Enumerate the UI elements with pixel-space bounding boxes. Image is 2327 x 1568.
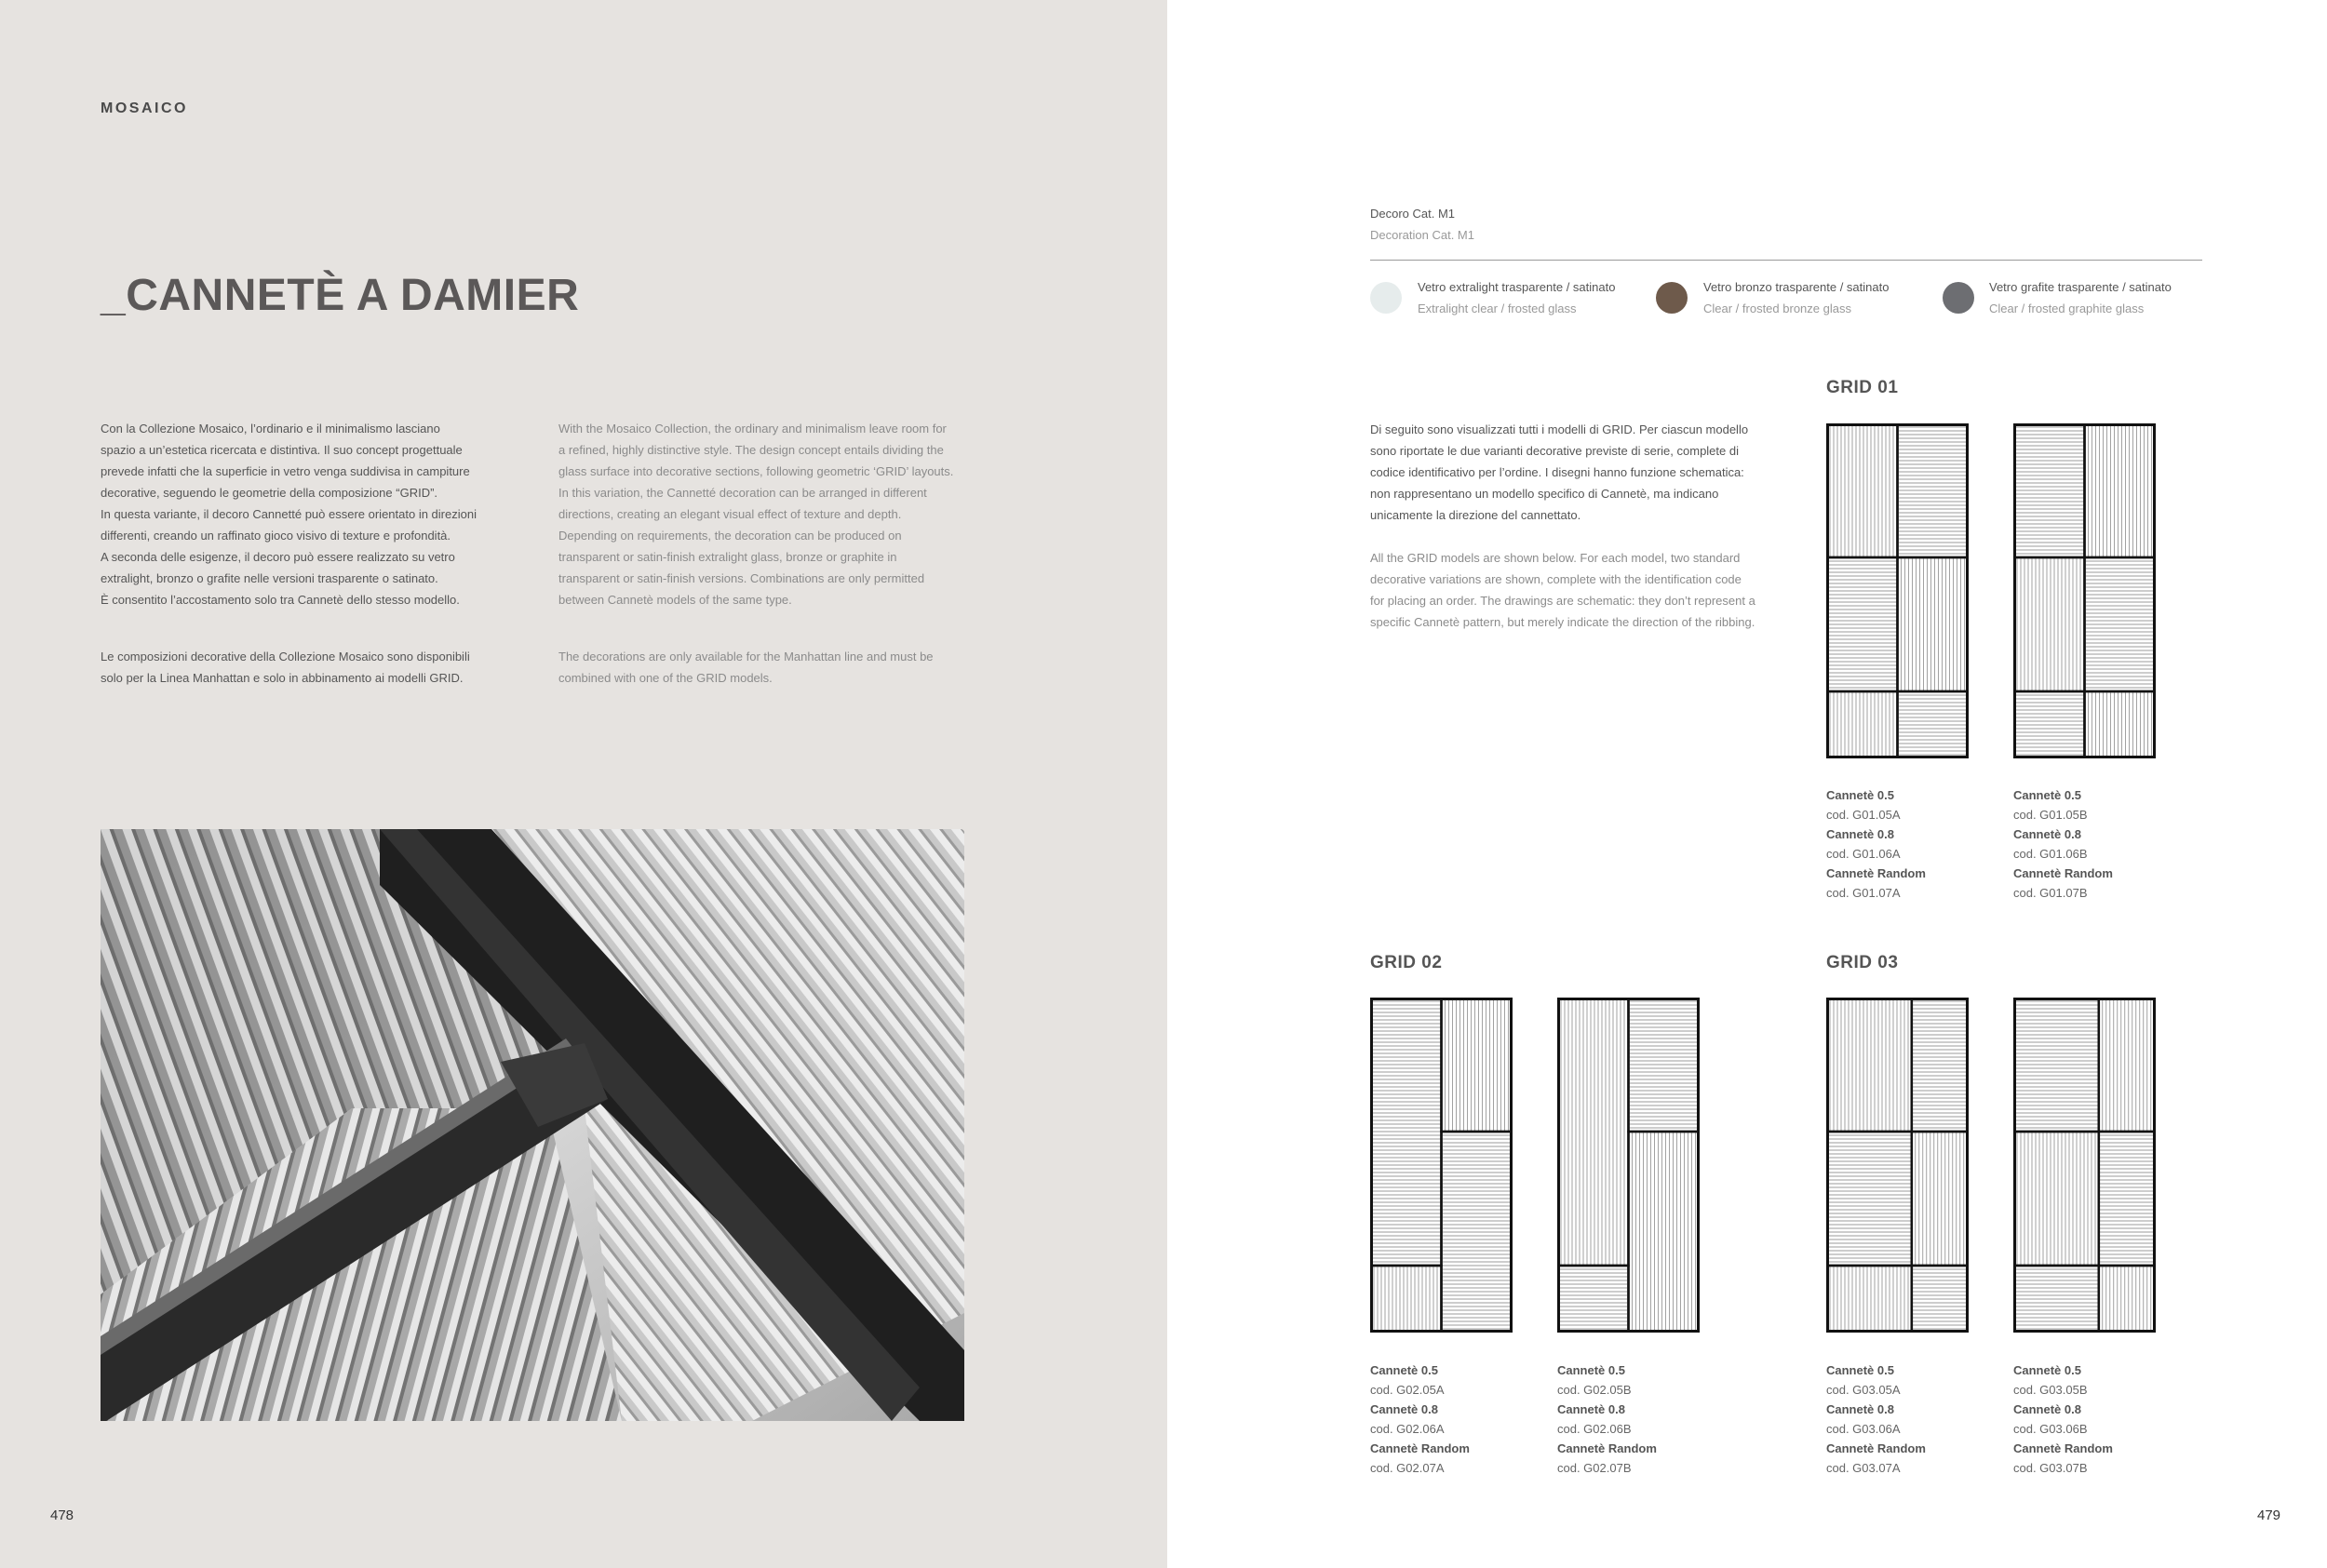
grid-02-variant-a-drawing — [1370, 998, 1513, 1333]
swatch-label-it: Vetro extralight trasparente / satinato — [1418, 280, 1616, 294]
cannete-label: Cannetè 0.5 — [1370, 1363, 1438, 1377]
grid-02-variant-a-codes — [1370, 1360, 1470, 1478]
text-line: spazio a un’estetica ricercata e distintiva. Il suo concept progettuale — [101, 443, 463, 457]
product-code: cod. G02.07A — [1370, 1461, 1445, 1475]
grid-03-variant-a-codes — [1826, 1360, 1926, 1478]
vertical-ribbing-cell — [1629, 1132, 1701, 1333]
text-line: sono riportate le due varianti decorative previste di serie, complete di — [1370, 444, 1739, 458]
text-line: for placing an order. The drawings are schematic: they don’t represent a — [1370, 594, 1755, 608]
text-line: A seconda delle esigenze, il decoro può essere realizzato su vetro — [101, 550, 455, 564]
product-code: cod. G01.06A — [1826, 847, 1901, 861]
grid-02-variant-b-drawing — [1557, 998, 1700, 1333]
horizontal-ribbing-cell — [2013, 998, 2099, 1132]
decoration-category-en: Decoration Cat. M1 — [1370, 228, 1474, 242]
italian-availability-note — [101, 646, 538, 689]
vertical-ribbing-cell — [2099, 1266, 2156, 1333]
decoration-category-it: Decoro Cat. M1 — [1370, 207, 1456, 221]
page-title: _CANNETÈ A DAMIER — [101, 271, 580, 320]
vertical-ribbing-cell — [1826, 691, 1898, 758]
vertical-ribbing-cell — [1826, 1266, 1912, 1333]
cannete-label: Cannetè Random — [1826, 866, 1926, 880]
horizontal-ribbing-cell — [2013, 423, 2085, 557]
product-code: cod. G03.07B — [2013, 1461, 2088, 1475]
horizontal-ribbing-cell — [2099, 1132, 2156, 1266]
text-line: prevede infatti che la superficie in vetro venga suddivisa in campiture — [101, 464, 470, 478]
swatch-extralight — [1370, 282, 1402, 314]
vertical-ribbing-cell — [1557, 998, 1629, 1266]
text-line: In questa variante, il decoro Cannetté può essere orientato in direzioni — [101, 507, 477, 521]
cannete-label: Cannetè 0.5 — [1826, 1363, 1894, 1377]
vertical-ribbing-cell — [2085, 691, 2157, 758]
grid-03-variant-a-drawing — [1826, 998, 1969, 1333]
cannete-label: Cannetè Random — [1557, 1441, 1657, 1455]
grid-01-variant-b-codes — [2013, 785, 2113, 903]
text-line: extralight, bronzo o grafite nelle versioni trasparente o satinato. — [101, 571, 438, 585]
page-number-right: 479 — [2257, 1508, 2281, 1523]
product-code: cod. G01.06B — [2013, 847, 2088, 861]
text-line: decorative variations are shown, complete with the identification code — [1370, 572, 1742, 586]
cannete-label: Cannetè Random — [1370, 1441, 1470, 1455]
horizontal-ribbing-cell — [1826, 557, 1898, 691]
text-line: Di seguito sono visualizzati tutti i modelli di GRID. Per ciascun modello — [1370, 422, 1749, 436]
product-code: cod. G03.06A — [1826, 1422, 1901, 1436]
cannete-label: Cannetè Random — [2013, 1441, 2113, 1455]
product-code: cod. G02.05A — [1370, 1383, 1445, 1397]
text-line: combined with one of the GRID models. — [558, 671, 773, 685]
ribbed-glass-photo — [101, 829, 964, 1421]
horizontal-ribbing-cell — [2013, 691, 2085, 758]
vertical-ribbing-cell — [1826, 998, 1912, 1132]
text-line: differenti, creando un raffinato gioco visivo di texture e profondità. — [101, 529, 451, 543]
cannete-label: Cannetè 0.8 — [2013, 1402, 2081, 1416]
grid-01-variant-b-drawing — [2013, 423, 2156, 758]
product-code: cod. G01.05B — [2013, 808, 2088, 822]
cannete-label: Cannetè 0.8 — [2013, 827, 2081, 841]
product-code: cod. G03.05A — [1826, 1383, 1901, 1397]
text-line: specific Cannetè pattern, but merely indicate the direction of the ribbing. — [1370, 615, 1755, 629]
divider — [1370, 260, 2202, 261]
cannete-label: Cannetè Random — [2013, 866, 2113, 880]
vertical-ribbing-cell — [1370, 1266, 1442, 1333]
vertical-ribbing-cell — [1912, 1132, 1969, 1266]
horizontal-ribbing-cell — [1898, 423, 1970, 557]
product-code: cod. G03.07A — [1826, 1461, 1901, 1475]
italian-description — [101, 418, 538, 610]
horizontal-ribbing-cell — [1912, 1266, 1969, 1333]
grid-02-variant-b-codes — [1557, 1360, 1657, 1478]
horizontal-ribbing-cell — [1912, 998, 1969, 1132]
page-number-left: 478 — [50, 1508, 74, 1523]
vertical-ribbing-cell — [2013, 557, 2085, 691]
swatch-graphite — [1943, 282, 1974, 314]
grid-03-title: GRID 03 — [1826, 953, 1899, 972]
cannete-label: Cannetè 0.5 — [1826, 788, 1894, 802]
cannete-label: Cannetè Random — [1826, 1441, 1926, 1455]
text-line: glass surface into decorative sections, following geometric ‘GRID’ layouts. — [558, 464, 954, 478]
vertical-ribbing-cell — [1826, 423, 1898, 557]
horizontal-ribbing-cell — [1826, 1132, 1912, 1266]
horizontal-ribbing-cell — [2013, 1266, 2099, 1333]
right-page — [1167, 0, 2327, 1568]
text-line: solo per la Linea Manhattan e solo in abbinamento ai modelli GRID. — [101, 671, 464, 685]
swatch-bronze — [1656, 282, 1688, 314]
grid-intro — [1370, 419, 1780, 633]
horizontal-ribbing-cell — [1442, 1132, 1513, 1333]
product-code: cod. G02.06B — [1557, 1422, 1632, 1436]
text-line: non rappresentano un modello specifico di Cannetè, ma indicano — [1370, 487, 1719, 501]
cannete-label: Cannetè 0.5 — [2013, 788, 2081, 802]
text-line: The decorations are only available for the Manhattan line and must be — [558, 650, 934, 663]
horizontal-ribbing-cell — [1898, 691, 1970, 758]
grid-panel-svg — [1826, 998, 1969, 1333]
section-label: MOSAICO — [101, 101, 188, 116]
text-line: In this variation, the Cannetté decoration can be arranged in different — [558, 486, 927, 500]
swatch-label-en: Clear / frosted graphite glass — [1989, 302, 2145, 315]
text-line: Con la Collezione Mosaico, l’ordinario e il minimalismo lasciano — [101, 422, 440, 436]
swatch-label-en: Extralight clear / frosted glass — [1418, 302, 1577, 315]
text-line: decorative, seguendo le geometrie della composizione “GRID”. — [101, 486, 438, 500]
grid-01-variant-a-drawing — [1826, 423, 1969, 758]
text-line: unicamente la direzione del cannettato. — [1370, 508, 1581, 522]
grid-03-variant-b-drawing — [2013, 998, 2156, 1333]
vertical-ribbing-cell — [1442, 998, 1513, 1132]
horizontal-ribbing-cell — [1370, 998, 1442, 1266]
text-line: All the GRID models are shown below. For each model, two standard — [1370, 551, 1741, 565]
text-line: È consentito l’accostamento solo tra Cannetè dello stesso modello. — [101, 593, 460, 607]
swatch-label-en: Clear / frosted bronze glass — [1703, 302, 1851, 315]
horizontal-ribbing-cell — [2085, 557, 2157, 691]
horizontal-ribbing-cell — [1629, 998, 1701, 1132]
grid-panel-svg — [1557, 998, 1700, 1333]
cannete-label: Cannetè 0.8 — [1370, 1402, 1438, 1416]
cannete-label: Cannetè 0.8 — [1826, 827, 1894, 841]
grid-panel-svg — [1826, 423, 1969, 758]
product-code: cod. G03.05B — [2013, 1383, 2088, 1397]
product-code: cod. G03.06B — [2013, 1422, 2088, 1436]
text-line: transparent or satin-finish versions. Combinations are only permitted — [558, 571, 925, 585]
product-code: cod. G02.06A — [1370, 1422, 1445, 1436]
text-line: codice identificativo per l’ordine. I disegni hanno funzione schematica: — [1370, 465, 1744, 479]
text-line: With the Mosaico Collection, the ordinary and minimalism leave room for — [558, 422, 947, 436]
grid-03-variant-b-codes — [2013, 1360, 2113, 1478]
cannete-label: Cannetè 0.8 — [1557, 1402, 1625, 1416]
product-code: cod. G01.05A — [1826, 808, 1901, 822]
grid-01-title: GRID 01 — [1826, 378, 1899, 397]
grid-01-variant-a-codes — [1826, 785, 1926, 903]
cannete-label: Cannetè 0.8 — [1826, 1402, 1894, 1416]
grid-panel-svg — [1370, 998, 1513, 1333]
vertical-ribbing-cell — [1898, 557, 1970, 691]
product-photo — [101, 829, 964, 1421]
vertical-ribbing-cell — [2099, 998, 2156, 1132]
english-availability-note — [558, 646, 973, 689]
text-line: Depending on requirements, the decoration can be produced on — [558, 529, 902, 543]
product-code: cod. G01.07B — [2013, 886, 2088, 900]
product-code: cod. G01.07A — [1826, 886, 1901, 900]
grid-02-title: GRID 02 — [1370, 953, 1443, 972]
cannete-label: Cannetè 0.5 — [1557, 1363, 1625, 1377]
product-code: cod. G02.07B — [1557, 1461, 1632, 1475]
text-line: between Cannetè models of the same type. — [558, 593, 792, 607]
text-line: transparent or satin-finish extralight glass, bronze or graphite in — [558, 550, 897, 564]
text-line: Le composizioni decorative della Collezione Mosaico sono disponibili — [101, 650, 470, 663]
vertical-ribbing-cell — [2085, 423, 2157, 557]
swatch-label-it: Vetro grafite trasparente / satinato — [1989, 280, 2172, 294]
english-description — [558, 418, 973, 610]
text-line: a refined, highly distinctive style. The design concept entails dividing the — [558, 443, 944, 457]
grid-panel-svg — [2013, 998, 2156, 1333]
product-code: cod. G02.05B — [1557, 1383, 1632, 1397]
cannete-label: Cannetè 0.5 — [2013, 1363, 2081, 1377]
swatch-label-it: Vetro bronzo trasparente / satinato — [1703, 280, 1890, 294]
vertical-ribbing-cell — [2013, 1132, 2099, 1266]
horizontal-ribbing-cell — [1557, 1266, 1629, 1333]
text-line: directions, creating an elegant visual effect of texture and depth. — [558, 507, 902, 521]
grid-panel-svg — [2013, 423, 2156, 758]
